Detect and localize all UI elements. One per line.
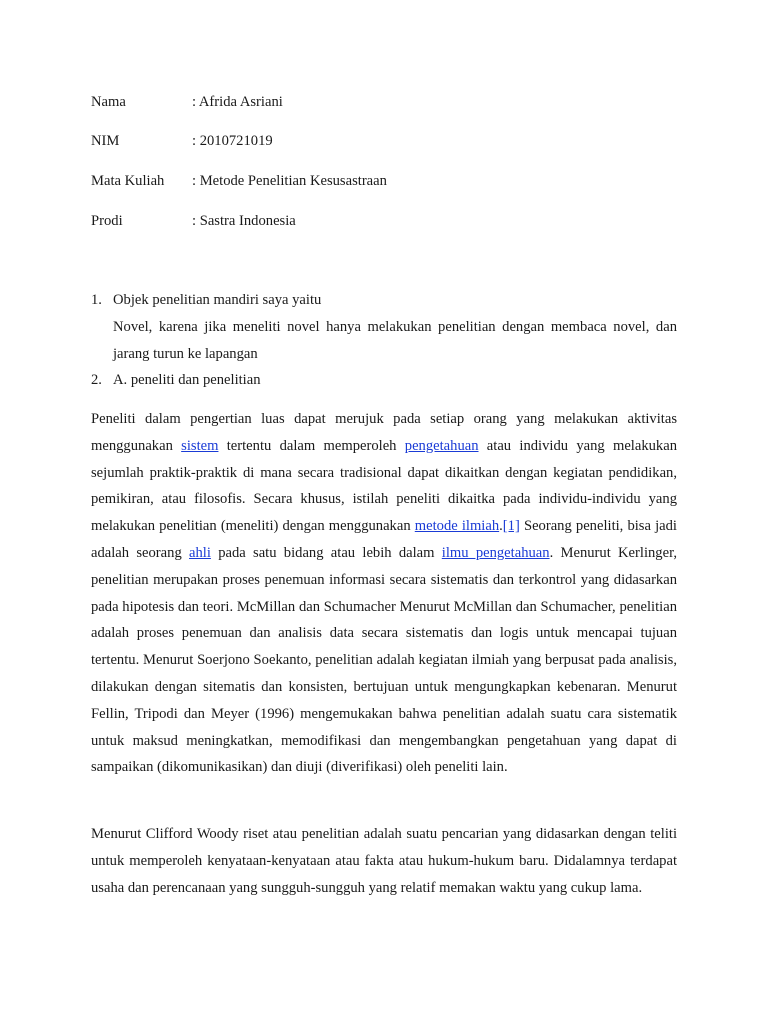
- numbered-list: [91, 287, 677, 394]
- link-ahli[interactable]: ahli: [189, 544, 211, 561]
- list-item-text: A. peneliti dan penelitian: [113, 372, 261, 389]
- link-metode-ilmiah[interactable]: metode ilmiah: [414, 518, 500, 535]
- info-value-prodi: : Sastra Indonesia: [192, 213, 296, 229]
- list-item-subtext: Novel, karena jika meneliti novel hanya melakukan penelitian dengan membaca novel, dan jarang turun ke lapangan: [113, 318, 677, 362]
- info-value-nim: : 2010721019: [192, 133, 273, 149]
- link-ilmu-pengetahuan[interactable]: ilmu pengetahuan: [441, 544, 550, 561]
- link-sistem[interactable]: sistem: [181, 437, 219, 454]
- paragraph-text: Peneliti dalam pengertian luas dapat merujuk pada setiap orang yang melakukan aktivitas menggunakan: [91, 411, 677, 454]
- info-label-mata-kuliah: Mata Kuliah: [91, 173, 165, 189]
- list-item-text: Objek penelitian mandiri saya yaitu: [113, 292, 322, 308]
- paragraph-text: atau individu yang melakukan sejumlah praktik-praktik di mana secara tradisional dapat dikaitkan dengan kegiatan pendidikan, pemikiran, atau filosofis. Secara khusus, istilah peneliti dikaitka pada individu-individu yang melakukan penelitian (meneliti) dengan menggunakan: [91, 437, 677, 535]
- info-label-prodi: Prodi: [91, 213, 123, 229]
- list-item: [91, 367, 677, 394]
- link-reference-1[interactable]: [1]: [502, 518, 520, 535]
- list-number: 2.: [91, 372, 102, 389]
- info-value-mata-kuliah: : Metode Penelitian Kesusastraan: [192, 173, 387, 189]
- info-label-nim: NIM: [91, 133, 120, 149]
- list-number: 1.: [91, 292, 102, 308]
- info-value-nama: : Afrida Asriani: [192, 94, 283, 110]
- list-item: [91, 287, 677, 367]
- paragraph-text: tertentu dalam memperoleh: [218, 437, 405, 454]
- paragraph-text: pada satu bidang atau lebih dalam: [210, 544, 442, 561]
- paragraph-text: . Menurut Kerlinger, penelitian merupakan proses penemuan informasi secara sistematis dan terkontrol yang didasarkan pada hipotesis dan teori. McMillan dan Schumacher Menurut McMillan dan Schumacher, penelitian adalah proses penemuan dan analisis data secara sistematis dan logis untuk mencapai tujuan tertentu. Menurut Soerjono Soekanto, penelitian adalah kegiatan ilmiah yang berpusat pada analisis, dilakukan dengan sitematis dan konsisten, bertujuan untuk mengungkapkan kebenaran. Menurut Fellin, Tripodi dan Meyer (1996) mengemukakan bahwa penelitian adalah suatu cara sistematik untuk maksud meningkatkan, memodifikasi dan mengembangkan pengetahuan yang dapat di sampaikan (dikomunikasikan) dan diuji (diverifikasi) oleh peneliti lain.: [91, 544, 678, 776]
- link-pengetahuan[interactable]: pengetahuan: [404, 437, 479, 454]
- paragraph-text: .: [499, 518, 503, 535]
- paragraph-peneliti: [91, 406, 677, 781]
- paragraph-text: Seorang peneliti, bisa jadi adalah seorang: [91, 518, 677, 561]
- paragraph-clifford-woody: Menurut Clifford Woody riset atau penelitian adalah suatu pencarian yang didasarkan dengan teliti untuk memperoleh kenyataan-kenyataan atau fakta atau hukum-hukum baru. Didalamnya terdapat usaha dan perencanaan yang sungguh-sungguh yang relatif memakan waktu yang cukup lama.: [91, 826, 677, 896]
- info-label-nama: Nama: [91, 94, 126, 110]
